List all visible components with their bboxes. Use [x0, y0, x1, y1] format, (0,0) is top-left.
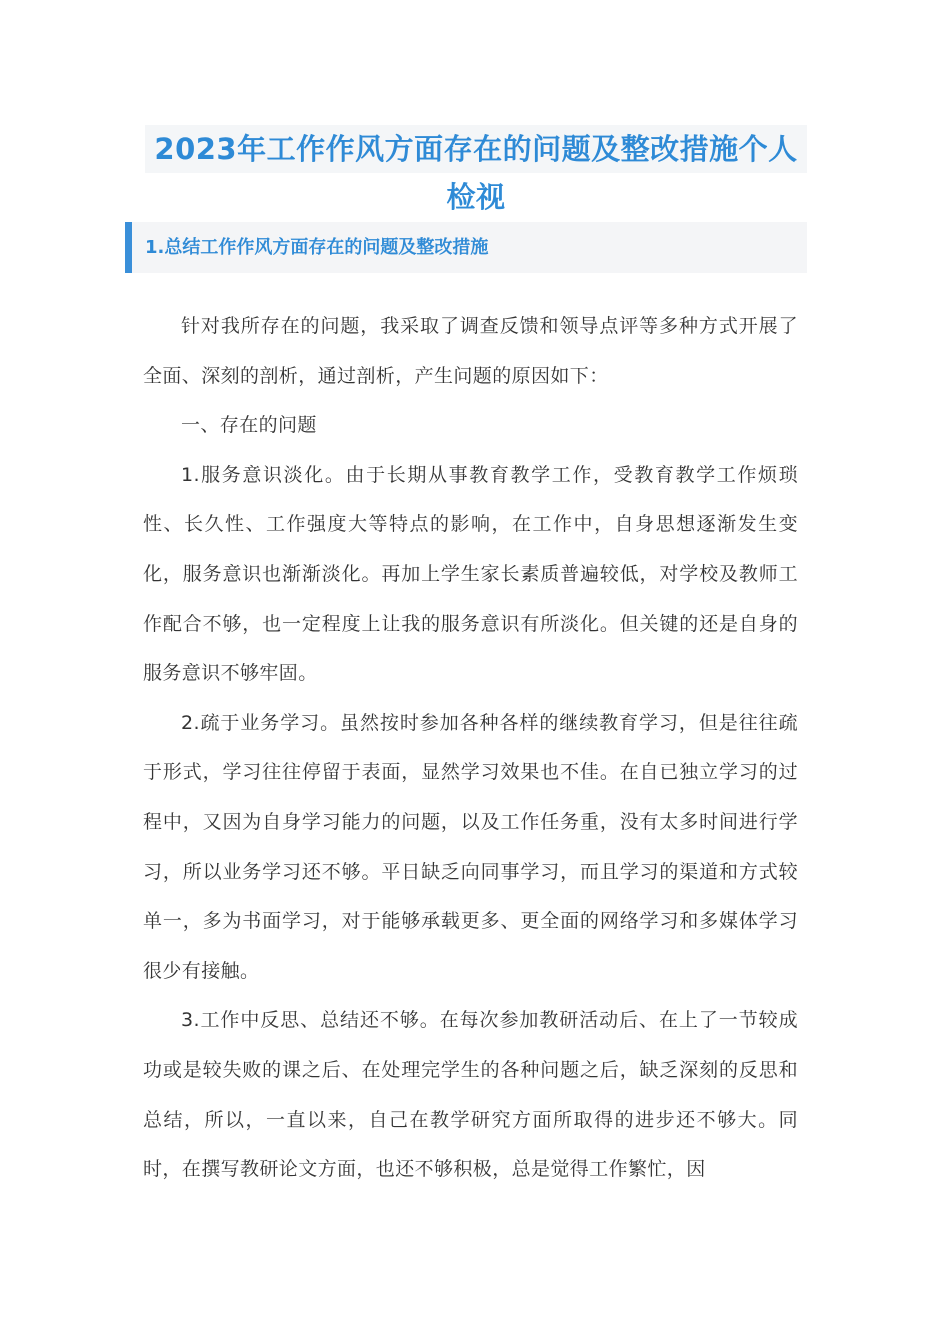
section-heading-box — [125, 222, 807, 273]
document-title — [145, 125, 807, 221]
title-line-1: 2023年工作作风方面存在的问题及整改措施个人 — [145, 125, 807, 173]
section-heading: 1.总结工作作风方面存在的问题及整改措施 — [145, 237, 489, 258]
paragraph: 针对我所存在的问题，我采取了调查反馈和领导点评等多种方式开展了全面、深刻的剖析，通过剖析，产生问题的原因如下： — [143, 315, 798, 387]
paragraph: 一、存在的问题 — [181, 414, 317, 437]
body-text — [143, 302, 798, 1195]
title-line-2: 检视 — [446, 180, 506, 214]
paragraph: 1.服务意识淡化。由于长期从事教育教学工作，受教育教学工作烦琐性、长久性、工作强度大等特点的影响，在工作中，自身思想逐渐发生变化，服务意识也渐渐淡化。再加上学生家长素质普遍较低，对学校及教师工作配合不够，也一定程度上让我的服务意识有所淡化。但关键的还是自身的服务意识不够牢固。 — [143, 463, 798, 685]
paragraph: 2.疏于业务学习。虽然按时参加各种各样的继续教育学习，但是往往疏于形式，学习往往停留于表面，显然学习效果也不佳。在自已独立学习的过程中，又因为自身学习能力的问题，以及工作任务重，没有太多时间进行学习，所以业务学习还不够。平日缺乏向同事学习，而且学习的渠道和方式较单一，多为书面学习，对于能够承载更多、更全面的网络学习和多媒体学习很少有接触。 — [143, 711, 798, 982]
section-accent-bar — [125, 222, 132, 273]
paragraph: 3.工作中反思、总结还不够。在每次参加教研活动后、在上了一节较成功或是较失败的课之后、在处理完学生的各种问题之后，缺乏深刻的反思和总结，所以，一直以来，自己在教学研究方面所取得的进步还不够大。同时，在撰写教研论文方面，也还不够积极，总是觉得工作繁忙，因 — [143, 1009, 798, 1181]
